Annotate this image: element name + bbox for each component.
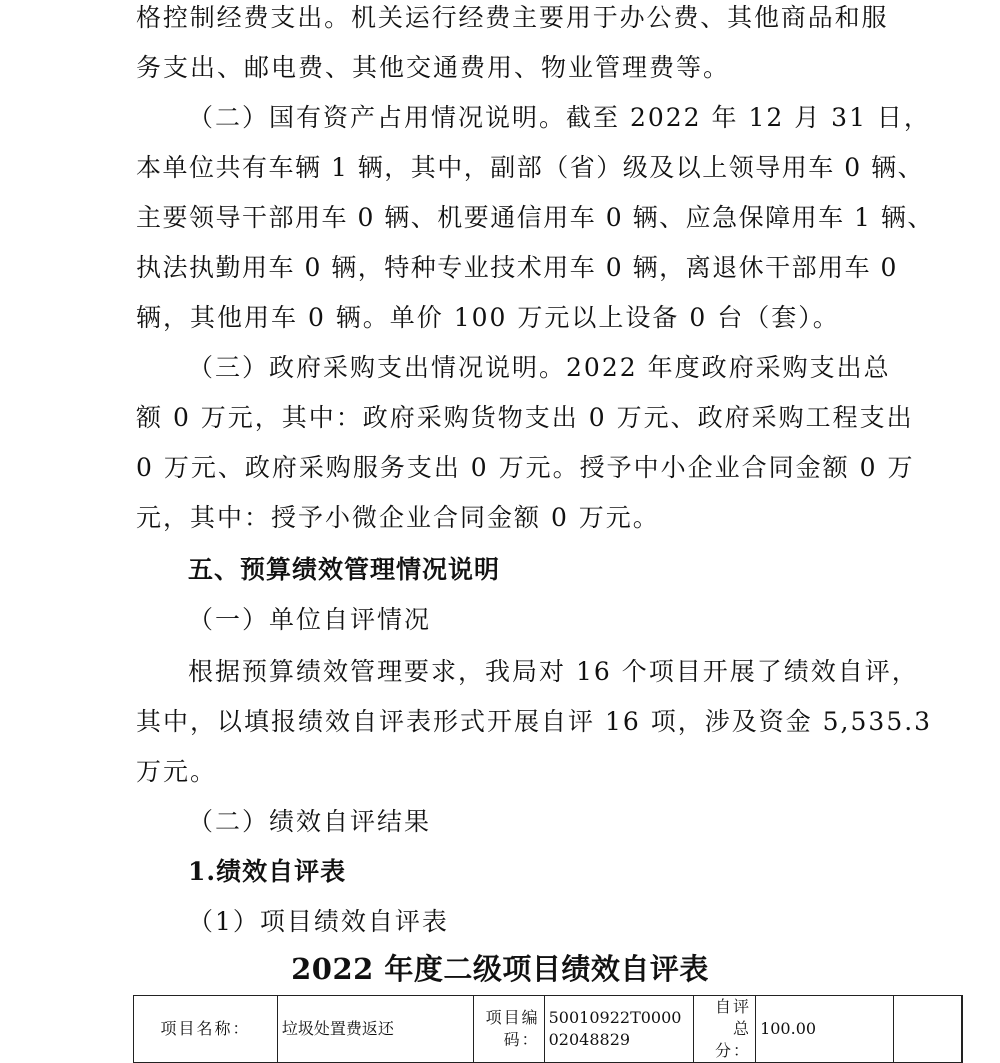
project-name-label: 项目名称： [134,996,278,1063]
project-code-value: 50010922T000002048829 [544,996,693,1062]
project-evaluation-table [133,995,963,1063]
paragraph-line: 本单位共有车辆 1 辆，其中，副部（省）级及以上领导用车 0 辆、 [136,153,925,182]
paragraph-line: 务支出、邮电费、其他交通费用、物业管理费等。 [136,53,731,82]
heading-evaluation-tables: 1.绩效自评表 [188,857,347,886]
heading-project-evaluation-table: （1）项目绩效自评表 [188,907,449,936]
heading-self-evaluation: （一）单位自评情况 [188,605,432,634]
section-heading-procurement: （三）政府采购支出情况说明。2022 年度政府采购支出总 [188,353,891,382]
heading-self-evaluation-results: （二）绩效自评结果 [188,807,432,836]
paragraph-line: 额 0 万元，其中：政府采购货物支出 0 万元、政府采购工程支出 [136,403,914,432]
paragraph-line: 元，其中：授予小微企业合同金额 0 万元。 [136,503,660,532]
paragraph-line: 万元。 [136,757,218,786]
table-row [134,996,963,1063]
paragraph-line: 其中，以填报绩效自评表形式开展自评 16 项，涉及资金 5,535.3 [136,707,933,736]
section-heading-assets: （二）国有资产占用情况说明。截至 2022 年 12 月 31 日， [188,103,931,132]
score-label: 自评总分： [694,996,756,1062]
empty-cell [894,996,962,1062]
heading-budget-performance: 五、预算绩效管理情况说明 [188,555,501,584]
project-code-label: 项目编码： [474,996,544,1062]
table-title: 2022 年度二级项目绩效自评表 [291,952,709,986]
paragraph-line: 格控制经费支出。机关运行经费主要用于办公费、其他商品和服 [136,3,888,32]
score-value: 100.00 [756,996,894,1062]
paragraph-line: 执法执勤用车 0 辆，特种专业技术用车 0 辆，离退休干部用车 0 [136,253,898,282]
table-row-inner [474,996,962,1062]
paragraph-line: 0 万元、政府采购服务支出 0 万元。授予中小企业合同金额 0 万 [136,453,915,482]
paragraph-line: 辆，其他用车 0 辆。单价 100 万元以上设备 0 台（套）。 [136,303,840,332]
paragraph-line: 主要领导干部用车 0 辆、机要通信用车 0 辆、应急保障用车 1 辆、 [136,203,934,232]
project-name-value: 垃圾处置费返还 [277,996,474,1063]
paragraph-line: 根据预算绩效管理要求，我局对 16 个项目开展了绩效自评， [188,657,919,686]
